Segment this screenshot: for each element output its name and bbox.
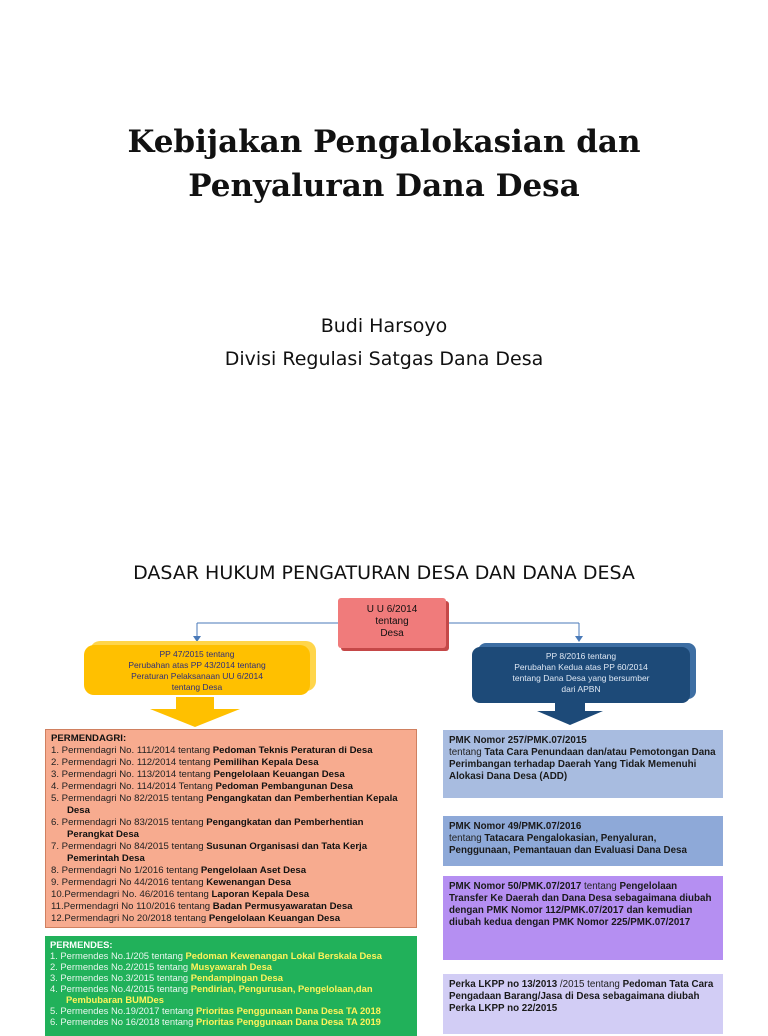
- pmk-4-title: Perka LKPP no 13/2013: [449, 979, 560, 990]
- pp-left-line-4: tentang Desa: [171, 682, 223, 692]
- permendagri-item-prefix: 4. Permendagri No. 114/2014 Tentang: [51, 781, 216, 792]
- pp-8-2016-box: [472, 647, 690, 703]
- permendagri-item-subject: Pengelolaan Keuangan Desa: [213, 769, 345, 780]
- permendagri-item-subject: Pengelolaan Aset Desa: [200, 865, 307, 876]
- permendagri-item: [51, 877, 411, 889]
- pmk-2-subject: Tatacara Pengalokasian, Penyaluran, Penggunaan, Pemantauan dan Evaluasi Dana Desa: [449, 833, 687, 856]
- pmk-1-text: tentang: [449, 747, 485, 758]
- permendagri-item: [51, 757, 411, 769]
- permendagri-item: [51, 841, 411, 865]
- permendes-item-prefix: 6. Permendes No 16/2018 tentang: [50, 1016, 196, 1027]
- pp-right-line-1: PP 8/2016 tentang: [545, 651, 617, 661]
- permendes-item: [50, 950, 412, 961]
- permendes-item-subject: Pendampingan Desa: [190, 972, 283, 983]
- pp-left-line-3: Peraturan Pelaksanaan UU 6/2014: [131, 671, 263, 681]
- permendagri-item: [51, 817, 411, 841]
- presentation-title: [0, 120, 768, 208]
- pp-right-line-4: dari APBN: [561, 684, 601, 694]
- pp-right-line-2: Perubahan Kedua atas PP 60/2014: [514, 662, 648, 672]
- uu-line-2: tentang: [375, 616, 409, 627]
- permendes-item-prefix: 4. Permendes No.4/2015 tentang: [50, 983, 191, 994]
- pmk-3-title: PMK Nomor 50/PMK.07/2017: [449, 881, 582, 892]
- pmk-2-text: tentang: [449, 833, 485, 844]
- permendagri-item-subject: Kewenangan Desa: [206, 877, 291, 888]
- permendagri-item-subject: Pengangkatan dan Pemberhentian Kepala Desa: [67, 793, 398, 816]
- permendagri-item-prefix: 2. Permendagri No. 112/2014 tentang: [51, 757, 214, 768]
- permendagri-item-subject: Pengangkatan dan Pemberhentian Perangkat Desa: [67, 817, 364, 840]
- title-line-2: Penyaluran Dana Desa: [188, 168, 580, 204]
- permendes-item-subject: Pendirian, Pengurusan, Pengelolaan,dan Pembubaran BUMDes: [66, 983, 373, 1005]
- permendagri-item-prefix: 11.Permendagri No 110/2016 tentang: [51, 901, 213, 912]
- down-arrow-icon: [537, 703, 603, 725]
- connector-right-arrowhead: [575, 636, 583, 642]
- permendagri-item-prefix: 5. Permendagri No 82/2015 tentang: [51, 793, 207, 804]
- legal-basis-title: DASAR HUKUM PENGATURAN DESA DAN DANA DESA: [133, 562, 635, 584]
- permendagri-item-prefix: 1. Permendagri No. 111/2014 tentang: [51, 745, 213, 756]
- pmk-257-box: [443, 730, 723, 798]
- permendes-item-prefix: 2. Permendes No.2/2015 tentang: [50, 961, 191, 972]
- title-line-1: Kebijakan Pengalokasian dan: [127, 124, 641, 160]
- permendes-item-subject: Prioritas Penggunaan Dana Desa TA 2018: [195, 1005, 381, 1016]
- pp-47-2015-box: [84, 645, 310, 695]
- permendagri-item-subject: Laporan Kepala Desa: [211, 889, 310, 900]
- pmk-1-subject: Tata Cara Penundaan dan/atau Pemotongan Dana Perimbangan terhadap Daerah Yang Tidak Memenuhi Alokasi Dana Desa (ADD): [449, 747, 716, 782]
- pp-left-line-2: Perubahan atas PP 43/2014 tentang: [128, 660, 266, 670]
- permendes-item: [50, 1005, 412, 1016]
- permendagri-item-subject: Pedoman Teknis Peraturan di Desa: [212, 745, 373, 756]
- permendes-item: [50, 972, 412, 983]
- uu-line-3: Desa: [380, 628, 404, 639]
- pmk-3-subject: Pengelolaan Transfer Ke Daerah dan Dana Desa sebagaimana diubah dengan PMK Nomor 112/PMK.07/2017 dan kemudian diubah kedua dengan PMK Nomor 225/PMK.07/2017: [449, 881, 712, 928]
- permendes-item-subject: Musyawarah Desa: [190, 961, 273, 972]
- permendagri-item-prefix: 9. Permendagri No 44/2016 tentang: [51, 877, 207, 888]
- uu-line-1: U U 6/2014: [366, 604, 418, 615]
- permendes-header: PERMENDES:: [50, 939, 113, 950]
- permendagri-item-prefix: 8. Permendagri No 1/2016 tentang: [51, 865, 201, 876]
- permendes-item-subject: Prioritas Penggunaan Dana Desa TA 2019: [195, 1016, 381, 1027]
- pmk-3-text: tentang: [581, 881, 620, 892]
- pmk-49-box: [443, 816, 723, 866]
- permendagri-item: [51, 745, 411, 757]
- permendagri-item-subject: Susunan Organisasi dan Tata Kerja Pemerintah Desa: [67, 841, 368, 864]
- pmk-2-title: PMK Nomor 49/PMK.07/2016: [449, 821, 582, 832]
- permendagri-item: [51, 793, 411, 817]
- permendes-item: [50, 983, 412, 1005]
- author-block: [0, 310, 768, 376]
- author-name: Budi Harsoyo: [320, 315, 448, 337]
- permendagri-item-prefix: 7. Permendagri No 84/2015 tentang: [51, 841, 207, 852]
- permendagri-list-box: [45, 729, 417, 928]
- permendagri-item: [51, 913, 411, 925]
- permendagri-item: [51, 781, 411, 793]
- permendagri-item-subject: Pengelolaan Keuangan Desa: [208, 913, 341, 924]
- title-slide: [0, 0, 768, 512]
- pp-left-line-1: PP 47/2015 tentang: [159, 649, 235, 659]
- permendagri-item-prefix: 10.Permendagri No. 46/2016 tentang: [51, 889, 212, 900]
- permendagri-item: [51, 865, 411, 877]
- permendes-item: [50, 1016, 412, 1027]
- permendes-item-subject: Pedoman Kewenangan Lokal Berskala Desa: [185, 950, 382, 961]
- pmk-1-title: PMK Nomor 257/PMK.07/2015: [449, 735, 587, 746]
- permendagri-item: [51, 901, 411, 913]
- permendagri-item: [51, 889, 411, 901]
- permendagri-header: PERMENDAGRI:: [51, 733, 127, 744]
- connector-left-arrowhead: [193, 636, 201, 642]
- permendes-items: [50, 950, 412, 1027]
- permendagri-item: [51, 769, 411, 781]
- uu-6-2014-box: [338, 598, 446, 648]
- permendagri-item-subject: Pedoman Pembangunan Desa: [215, 781, 353, 792]
- pmk-4-subject: Pedoman Tata Cara Pengadaan Barang/Jasa di Desa sebagaimana diubah Perka LKPP no 22/2015: [449, 979, 714, 1014]
- down-arrow-icon: [150, 697, 240, 727]
- permendes-list-box: [45, 936, 417, 1036]
- permendagri-item-subject: Pemilihan Kepala Desa: [213, 757, 319, 768]
- permendagri-item-prefix: 6. Permendagri No 83/2015 tentang: [51, 817, 207, 828]
- permendagri-item-prefix: 3. Permendagri No. 113/2014 tentang: [51, 769, 214, 780]
- author-division: Divisi Regulasi Satgas Dana Desa: [224, 348, 544, 370]
- pmk-50-box: [443, 876, 723, 960]
- pmk-4-text: /2015 tentang: [559, 979, 623, 990]
- permendes-item-prefix: 3. Permendes No.3/2015 tentang: [50, 972, 191, 983]
- permendes-item-prefix: 1. Permendes No.1/205 tentang: [50, 950, 186, 961]
- permendagri-item-subject: Badan Permusyawaratan Desa: [212, 901, 353, 912]
- permendagri-items: [51, 745, 411, 925]
- pp-right-line-3: tentang Dana Desa yang bersumber: [512, 673, 650, 683]
- perka-lkpp-box: [443, 974, 723, 1034]
- permendagri-item-prefix: 12.Permendagri No 20/2018 tentang: [51, 913, 209, 924]
- permendes-item-prefix: 5. Permendes No.19/2017 tentang: [50, 1005, 196, 1016]
- permendes-item: [50, 961, 412, 972]
